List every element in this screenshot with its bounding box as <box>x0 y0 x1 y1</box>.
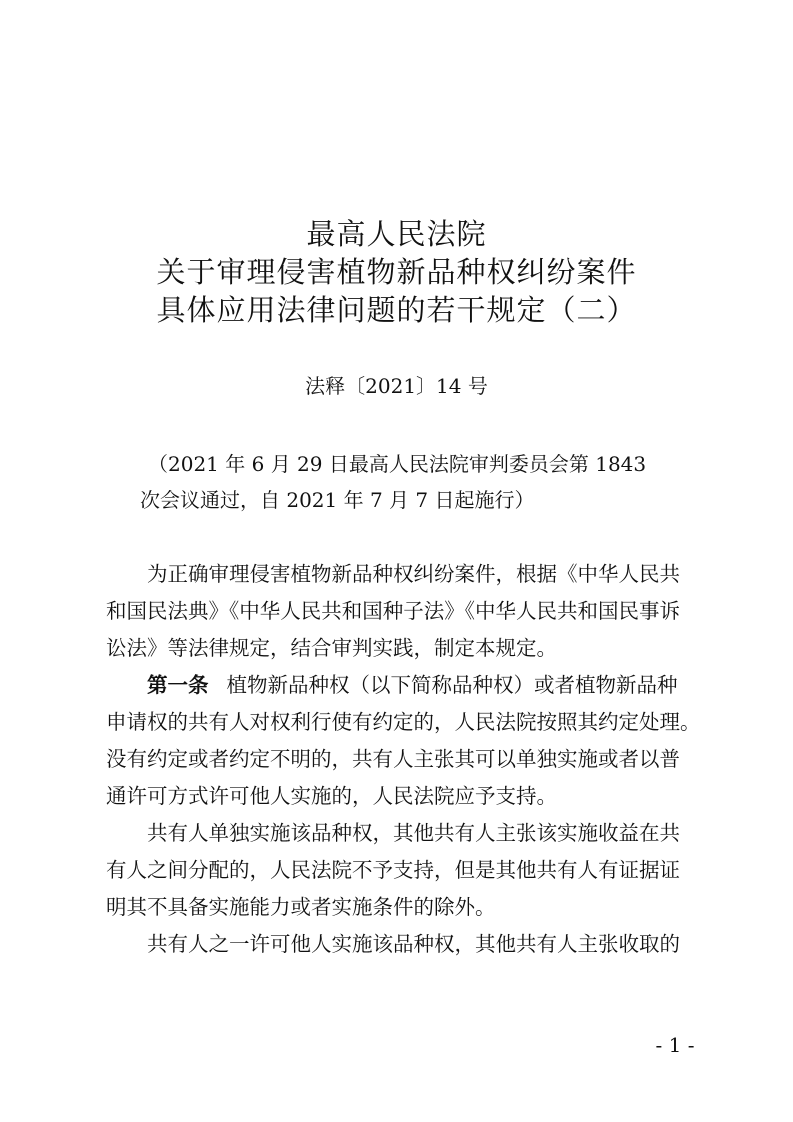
article1-para1-line-4: 通许可方式许可他人实施的，人民法院应予支持。 <box>106 784 557 808</box>
adoption-note <box>140 446 700 518</box>
adoption-line-2: 次会议通过，自 2021 年 7 月 7 日起施行） <box>140 488 535 512</box>
article1-first-line <box>106 667 696 704</box>
article1-para2-line-1: 共有人单独实施该品种权，其他共有人主张该实施收益在共 <box>147 821 680 845</box>
title-line-1: 最高人民法院 <box>306 217 487 251</box>
document-number: 法释〔2021〕14 号 <box>305 374 488 398</box>
preamble-line-1: 为正确审理侵害植物新品种权纠纷案件，根据《中华人民共 <box>147 562 680 586</box>
preamble-line-2: 和国民法典》《中华人民共和国种子法》《中华人民共和国民事诉 <box>106 599 680 623</box>
article1-para1-line-1: 植物新品种权（以下简称品种权）或者植物新品种 <box>226 673 678 697</box>
article1-para3-line-1: 共有人之一许可他人实施该品种权，其他共有人主张收取的 <box>147 932 680 956</box>
adoption-line-1: （2021 年 6 月 29 日最高人民法院审判委员会第 1843 <box>148 452 647 476</box>
document-title <box>0 215 793 329</box>
document-body <box>106 556 701 963</box>
article1-para1-line-2: 申请权的共有人对权利行使有约定的，人民法院按照其约定处理。 <box>106 710 701 734</box>
page-number: - 1 - <box>655 1033 695 1057</box>
title-line-3: 具体应用法律问题的若干规定（二） <box>156 293 637 327</box>
preamble-line-3: 讼法》等法律规定，结合审判实践，制定本规定。 <box>106 636 557 660</box>
article1-para2-line-2: 有人之间分配的，人民法院不予支持，但是其他共有人有证据证 <box>106 858 680 882</box>
title-line-2: 关于审理侵害植物新品种权纠纷案件 <box>156 255 637 289</box>
article1-heading: 第一条 <box>147 673 209 697</box>
article1-para2-line-3: 明其不具备实施能力或者实施条件的除外。 <box>106 895 496 919</box>
article1-para1-line-3: 没有约定或者约定不明的，共有人主张其可以单独实施或者以普 <box>106 747 680 771</box>
